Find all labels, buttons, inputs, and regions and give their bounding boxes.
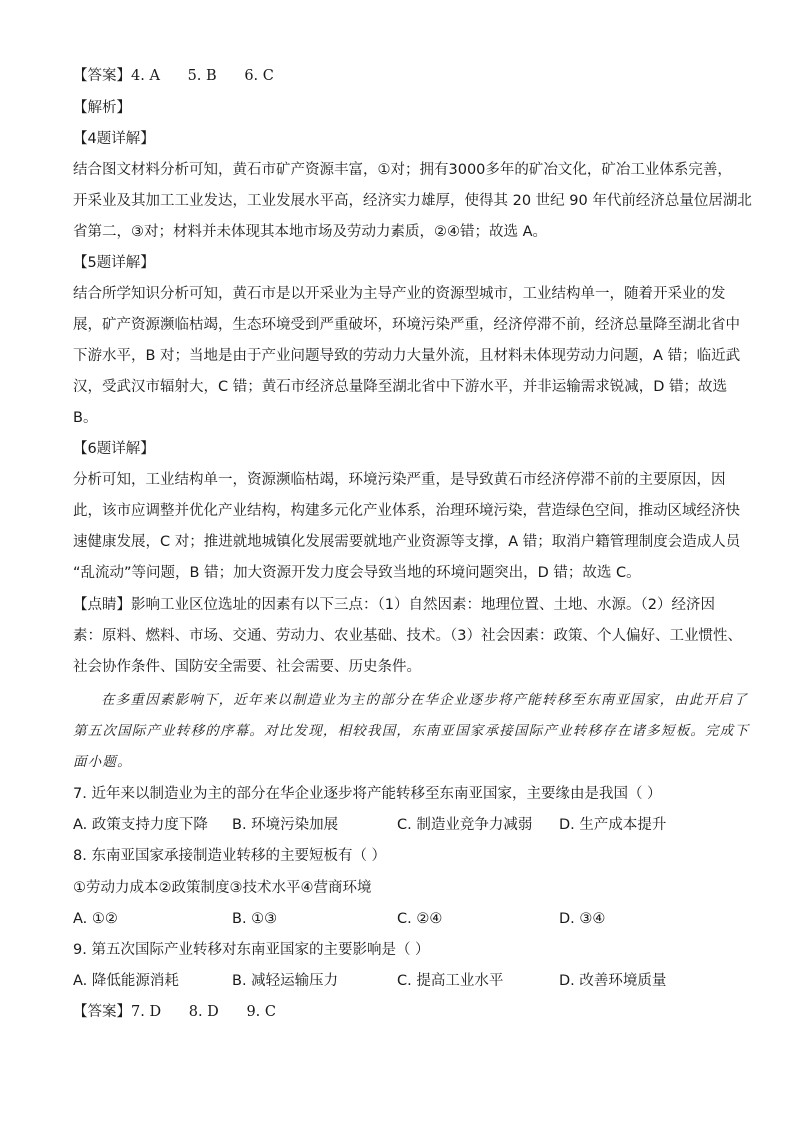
q7-option-b: B. 环境污染加展: [232, 817, 339, 833]
answer-line-2: [73, 1002, 276, 1022]
q8-option-a: A. ①②: [73, 911, 118, 927]
q4-detail-line: 开采业及其加工工业发达，工业发展水平高，经济实力雄厚，使得其 20 世纪 90 年代前经济总量位居湖北: [73, 193, 752, 209]
q6-detail-line: 速健康发展，C 对；推进就地城镇化发展需要就地产业资源等支撑，A 错；取消户籍管理制度会造成人员: [73, 534, 741, 550]
answer-values: 4. A 5. B 6. C: [131, 68, 274, 84]
q7-option-d: D. 生产成本提升: [559, 817, 667, 833]
q9-stem: 9. 第五次国际产业转移对东南亚国家的主要影响是（ ）: [73, 942, 430, 958]
q5-detail-title: 【5题详解】: [73, 255, 155, 271]
q4-detail-title: 【4题详解】: [73, 131, 155, 147]
q8-option-b: B. ①③: [232, 911, 278, 927]
answer-line-1: [73, 66, 274, 86]
q5-detail-line: 下游水平，B 对；当地是由于产业问题导致的劳动力大量外流，且材料未体现劳动力问题，A 错；临近武: [73, 348, 741, 364]
q8-option-d: D. ③④: [559, 911, 606, 927]
q8-option-c: C. ②④: [397, 911, 443, 927]
q4-detail-line: 省第二，③对；材料并未体现其本地市场及劳动力素质，②④错；故选 A。: [73, 224, 548, 240]
tip-line: 社会协作条件、国防安全需要、社会需要、历史条件。: [73, 659, 421, 675]
q7-option-a: A. 政策支持力度下降: [73, 817, 208, 833]
q5-detail-line: 展，矿产资源濒临枯竭，生态环境受到严重破坏，环境污染严重，经济停滞不前，经济总量降至湖北省中: [73, 317, 740, 333]
q9-option-d: D. 改善环境质量: [559, 973, 667, 989]
passage-line: 面小题。: [73, 754, 132, 770]
q9-option-b: B. 减轻运输压力: [232, 973, 339, 989]
answer-values: 7. D 8. D 9. C: [131, 1004, 276, 1020]
tip-line: 【点睛】影响工业区位选址的因素有以下三点：（1）自然因素：地理位置、土地、水源。（2）经济因: [73, 597, 715, 613]
q4-detail-line: 结合图文材料分析可知，黄石市矿产资源丰富，①对；拥有3000多年的矿冶文化，矿冶工业体系完善，: [73, 162, 732, 178]
q5-detail-line: 汉，受武汉市辐射大，C 错；黄石市经济总量降至湖北省中下游水平，并非运输需求锐减，D 错；故选: [73, 379, 728, 395]
q9-option-a: A. 降低能源消耗: [73, 973, 179, 989]
tip-line: 素：原料、燃料、市场、交通、劳动力、农业基础、技术。（3）社会因素：政策、个人偏好、工业惯性、: [73, 628, 742, 644]
passage-line: 在多重因素影响下，近年来以制造业为主的部分在华企业逐步将产能转移至东南亚国家，由此开启了: [101, 692, 748, 708]
answer-tag: 【答案】: [73, 68, 131, 84]
q8-stem: 8. 东南亚国家承接制造业转移的主要短板有（ ）: [73, 848, 387, 864]
q7-option-c: C. 制造业竞争力减弱: [397, 817, 533, 833]
q6-detail-line: “乱流动”等问题，B 错；加大资源开发力度会导致当地的环境问题突出，D 错；故选 C。: [73, 565, 641, 581]
passage-line: 第五次国际产业转移的序幕。对比发现，相较我国，东南亚国家承接国际产业转移存在诸多短板。完成下: [73, 723, 750, 739]
q5-detail-line: 结合所学知识分析可知，黄石市是以开采业为主导产业的资源型城市，工业结构单一，随着开采业的发: [73, 286, 726, 302]
answer-tag: 【答案】: [73, 1004, 131, 1020]
q6-detail-line: 此，该市应调整并优化产业结构，构建多元化产业体系，治理环境污染，营造绿色空间，推动区域经济快: [73, 503, 740, 519]
analysis-tag: 【解析】: [73, 100, 131, 116]
q9-option-c: C. 提高工业水平: [397, 973, 504, 989]
q6-detail-line: 分析可知，工业结构单一，资源濒临枯竭，环境污染严重，是导致黄石市经济停滞不前的主要原因，因: [73, 472, 726, 488]
q6-detail-title: 【6题详解】: [73, 441, 155, 457]
q8-sub-items: ①劳动力成本②政策制度③技术水平④营商环境: [73, 880, 372, 896]
q7-stem: 7. 近年来以制造业为主的部分在华企业逐步将产能转移至东南亚国家，主要缘由是我国（ ）: [73, 786, 662, 802]
q5-detail-line: B。: [73, 410, 98, 426]
